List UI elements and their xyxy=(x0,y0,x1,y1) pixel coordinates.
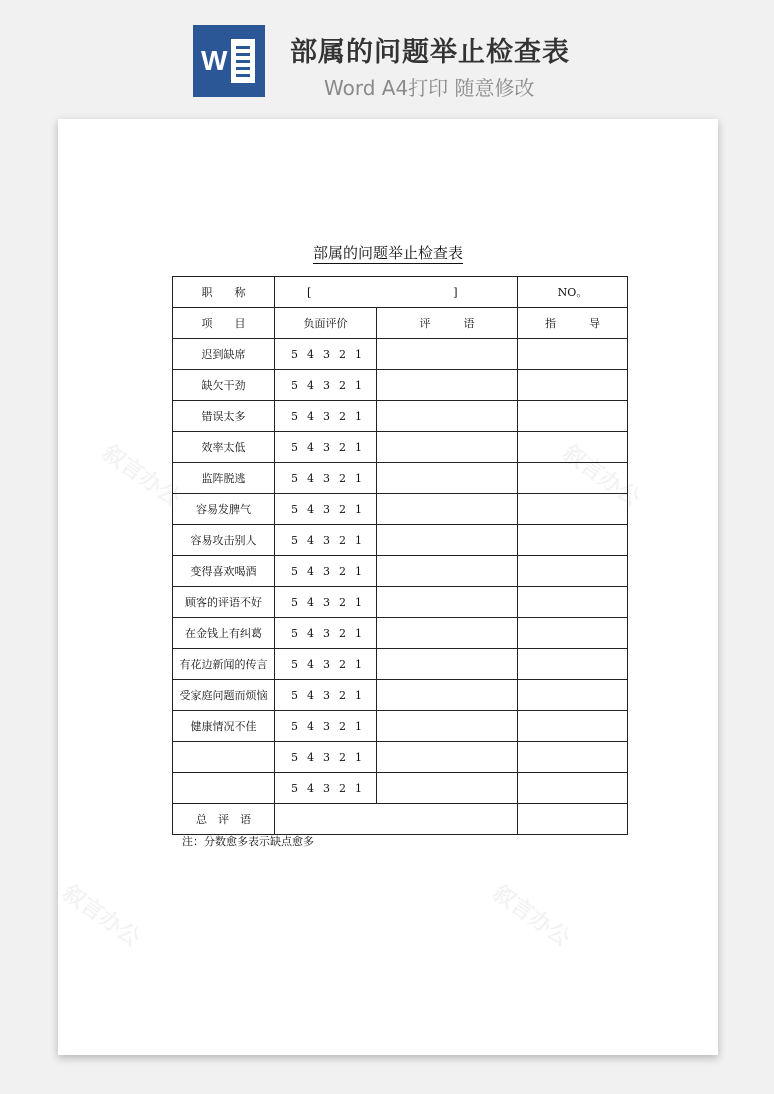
score-option[interactable]: 4 xyxy=(307,409,314,423)
score-option[interactable]: 1 xyxy=(355,719,362,733)
bracket-right: ] xyxy=(453,285,458,299)
score-option[interactable]: 2 xyxy=(339,533,346,547)
score-option[interactable]: 2 xyxy=(339,719,346,733)
table-row xyxy=(173,401,628,432)
item-label: 健康情况不佳 xyxy=(173,711,275,742)
score-option[interactable]: 4 xyxy=(307,502,314,516)
summary-label: 总 评 语 xyxy=(173,804,275,835)
score-option[interactable]: 2 xyxy=(339,781,346,795)
page-title: 部属的问题举止检查表 xyxy=(290,37,570,68)
rating-cell[interactable] xyxy=(275,463,377,494)
item-label: 顾客的评语不好 xyxy=(173,587,275,618)
summary-row xyxy=(173,804,628,835)
score-option[interactable]: 4 xyxy=(307,471,314,485)
score-option[interactable]: 5 xyxy=(291,564,298,578)
guide-cell[interactable] xyxy=(518,680,628,711)
document-title: 部属的问题举止检查表 xyxy=(312,244,463,262)
score-option[interactable]: 5 xyxy=(291,502,298,516)
score-option[interactable]: 3 xyxy=(323,564,330,578)
item-label: 容易攻击别人 xyxy=(173,525,275,556)
score-option[interactable]: 3 xyxy=(323,595,330,609)
guide-cell[interactable] xyxy=(518,649,628,680)
score-option[interactable]: 5 xyxy=(291,719,298,733)
score-option[interactable]: 4 xyxy=(307,378,314,392)
title-label: 职 称 xyxy=(173,277,275,308)
guide-cell[interactable] xyxy=(518,370,628,401)
table-row xyxy=(173,432,628,463)
comment-cell[interactable] xyxy=(377,432,518,463)
score-option[interactable]: 4 xyxy=(307,688,314,702)
summary-cell[interactable] xyxy=(275,804,518,835)
page-subtitle: Word A4打印 随意修改 xyxy=(324,76,535,100)
rating-cell[interactable] xyxy=(275,618,377,649)
guide-cell[interactable] xyxy=(518,494,628,525)
guide-cell[interactable] xyxy=(518,339,628,370)
score-option[interactable]: 3 xyxy=(323,347,330,361)
score-option[interactable]: 4 xyxy=(307,440,314,454)
comment-cell[interactable] xyxy=(377,525,518,556)
score-option[interactable]: 4 xyxy=(307,657,314,671)
comment-cell[interactable] xyxy=(377,401,518,432)
guide-cell[interactable] xyxy=(518,773,628,804)
score-option[interactable]: 3 xyxy=(323,471,330,485)
score-option[interactable]: 2 xyxy=(339,657,346,671)
comment-cell[interactable] xyxy=(377,742,518,773)
table-row xyxy=(173,525,628,556)
score-option[interactable]: 1 xyxy=(355,533,362,547)
score-option[interactable]: 1 xyxy=(355,595,362,609)
item-label: 缺欠干劲 xyxy=(173,370,275,401)
guide-cell[interactable] xyxy=(518,525,628,556)
table-row xyxy=(173,339,628,370)
score-option[interactable]: 2 xyxy=(339,750,346,764)
header-comment: 评 语 xyxy=(377,308,518,339)
guide-cell[interactable] xyxy=(518,742,628,773)
table-row xyxy=(173,649,628,680)
score-option[interactable]: 1 xyxy=(355,626,362,640)
guide-cell[interactable] xyxy=(518,401,628,432)
comment-cell[interactable] xyxy=(377,494,518,525)
table-row xyxy=(173,618,628,649)
rating-cell[interactable] xyxy=(275,401,377,432)
item-label: 监阵脱逃 xyxy=(173,463,275,494)
comment-cell[interactable] xyxy=(377,587,518,618)
footnote: 注：分数愈多表示缺点愈多 xyxy=(182,835,314,848)
item-label: 受家庭问题而烦恼 xyxy=(173,680,275,711)
score-option[interactable]: 3 xyxy=(323,378,330,392)
item-label: 有花边新闻的传言 xyxy=(173,649,275,680)
item-label xyxy=(173,773,275,804)
rating-cell[interactable] xyxy=(275,556,377,587)
score-option[interactable]: 1 xyxy=(355,471,362,485)
table-row xyxy=(173,742,628,773)
score-option[interactable]: 1 xyxy=(355,781,362,795)
score-option[interactable]: 4 xyxy=(307,719,314,733)
table-row xyxy=(173,463,628,494)
score-option[interactable]: 1 xyxy=(355,750,362,764)
score-option[interactable]: 1 xyxy=(355,409,362,423)
score-option[interactable]: 4 xyxy=(307,750,314,764)
bracket-left: [ xyxy=(307,285,312,299)
word-icon-letter: W xyxy=(201,45,228,76)
score-option[interactable]: 1 xyxy=(355,347,362,361)
header-guide: 指 导 xyxy=(518,308,628,339)
score-option[interactable]: 3 xyxy=(323,750,330,764)
score-option[interactable]: 3 xyxy=(323,657,330,671)
score-option[interactable]: 1 xyxy=(355,502,362,516)
rating-cell[interactable] xyxy=(275,649,377,680)
score-option[interactable]: 1 xyxy=(355,688,362,702)
score-option[interactable]: 2 xyxy=(339,409,346,423)
number-label: NO。 xyxy=(518,277,628,308)
score-option[interactable]: 5 xyxy=(291,533,298,547)
score-option[interactable]: 3 xyxy=(323,781,330,795)
score-option[interactable]: 3 xyxy=(323,533,330,547)
item-label xyxy=(173,742,275,773)
comment-cell[interactable] xyxy=(377,773,518,804)
score-option[interactable]: 5 xyxy=(291,626,298,640)
score-option[interactable]: 5 xyxy=(291,440,298,454)
summary-guide-cell[interactable] xyxy=(518,804,628,835)
comment-cell[interactable] xyxy=(377,711,518,742)
score-option[interactable]: 2 xyxy=(339,502,346,516)
page-header xyxy=(0,0,774,110)
inspection-table xyxy=(172,276,628,835)
table-row xyxy=(173,494,628,525)
header-rating: 负面评价 xyxy=(275,308,377,339)
table-row xyxy=(173,370,628,401)
score-option[interactable]: 1 xyxy=(355,657,362,671)
item-label: 效率太低 xyxy=(173,432,275,463)
score-option[interactable]: 5 xyxy=(291,378,298,392)
table-row xyxy=(173,773,628,804)
item-label: 错误太多 xyxy=(173,401,275,432)
score-option[interactable]: 4 xyxy=(307,347,314,361)
score-option[interactable]: 5 xyxy=(291,595,298,609)
score-option[interactable]: 2 xyxy=(339,347,346,361)
comment-cell[interactable] xyxy=(377,556,518,587)
score-option[interactable]: 4 xyxy=(307,781,314,795)
rating-cell[interactable] xyxy=(275,711,377,742)
score-option[interactable]: 3 xyxy=(323,440,330,454)
comment-cell[interactable] xyxy=(377,339,518,370)
score-option[interactable]: 2 xyxy=(339,626,346,640)
score-option[interactable]: 2 xyxy=(339,378,346,392)
score-option[interactable]: 3 xyxy=(323,719,330,733)
item-label: 容易发脾气 xyxy=(173,494,275,525)
header-item: 项 目 xyxy=(173,308,275,339)
title-value-cell xyxy=(275,277,518,308)
score-option[interactable]: 5 xyxy=(291,657,298,671)
guide-cell[interactable] xyxy=(518,432,628,463)
rating-cell[interactable] xyxy=(275,680,377,711)
score-option[interactable]: 5 xyxy=(291,471,298,485)
guide-cell[interactable] xyxy=(518,463,628,494)
score-option[interactable]: 5 xyxy=(291,347,298,361)
score-option[interactable]: 3 xyxy=(323,626,330,640)
score-option[interactable]: 2 xyxy=(339,564,346,578)
rating-cell[interactable] xyxy=(275,432,377,463)
score-option[interactable]: 4 xyxy=(307,626,314,640)
item-label: 迟到缺席 xyxy=(173,339,275,370)
rating-cell[interactable] xyxy=(275,587,377,618)
score-option[interactable]: 1 xyxy=(355,440,362,454)
word-icon-lines xyxy=(231,39,255,83)
title-row xyxy=(173,277,628,308)
rating-cell[interactable] xyxy=(275,773,377,804)
score-option[interactable]: 3 xyxy=(323,502,330,516)
comment-cell[interactable] xyxy=(377,618,518,649)
table-row xyxy=(173,711,628,742)
score-option[interactable]: 1 xyxy=(355,378,362,392)
score-option[interactable]: 5 xyxy=(291,781,298,795)
header-row xyxy=(173,308,628,339)
score-option[interactable]: 2 xyxy=(339,440,346,454)
rating-cell[interactable] xyxy=(275,742,377,773)
rating-cell[interactable] xyxy=(275,494,377,525)
rating-cell[interactable] xyxy=(275,370,377,401)
rating-cell[interactable] xyxy=(275,525,377,556)
score-option[interactable]: 2 xyxy=(339,471,346,485)
guide-cell[interactable] xyxy=(518,587,628,618)
score-option[interactable]: 3 xyxy=(323,688,330,702)
score-option[interactable]: 2 xyxy=(339,688,346,702)
document-page: 叙言办公 叙言办公 叙言办公 叙言办公 部属的问题举止检查表 职 称 [ ] NO。 项 目 负面评价 评 语 指 导 迟到缺席 5 4 3 2 1 缺欠干劲 5 4 3 2 1 错误太多 5 4 3 2 1 效率太低 5 4 3 2 1 监阵脱逃 5 4 3 2 1 容易发脾气 5 4 3 2 1 容易攻击别人 5 4 3 2 1 变得喜欢喝酒 5 4 3 2 1 顾客的评语不好 5 4 3 2 1 在金钱上有纠葛 5 4 3 2 1 有花边新闻的传言 5 4 3 2 1 受家庭问题而烦恼 5 4 3 2 1 健康情况不佳 5 4 3 2 1 5 4 3 2 1 5 4 3 2 1 总 评 语 注：分数愈多表示缺点愈多 xyxy=(58,119,718,1055)
comment-cell[interactable] xyxy=(377,680,518,711)
table-row xyxy=(173,680,628,711)
score-option[interactable]: 5 xyxy=(291,750,298,764)
word-icon xyxy=(193,25,265,97)
score-option[interactable]: 3 xyxy=(323,409,330,423)
score-option[interactable]: 5 xyxy=(291,688,298,702)
comment-cell[interactable] xyxy=(377,649,518,680)
item-label: 在金钱上有纠葛 xyxy=(173,618,275,649)
table-row xyxy=(173,587,628,618)
score-option[interactable]: 4 xyxy=(307,595,314,609)
score-option[interactable]: 2 xyxy=(339,595,346,609)
score-option[interactable]: 5 xyxy=(291,409,298,423)
guide-cell[interactable] xyxy=(518,618,628,649)
comment-cell[interactable] xyxy=(377,463,518,494)
table-row xyxy=(173,556,628,587)
score-option[interactable]: 4 xyxy=(307,533,314,547)
guide-cell[interactable] xyxy=(518,711,628,742)
comment-cell[interactable] xyxy=(377,370,518,401)
item-label: 变得喜欢喝酒 xyxy=(173,556,275,587)
score-option[interactable]: 1 xyxy=(355,564,362,578)
guide-cell[interactable] xyxy=(518,556,628,587)
rating-cell[interactable] xyxy=(275,339,377,370)
score-option[interactable]: 4 xyxy=(307,564,314,578)
